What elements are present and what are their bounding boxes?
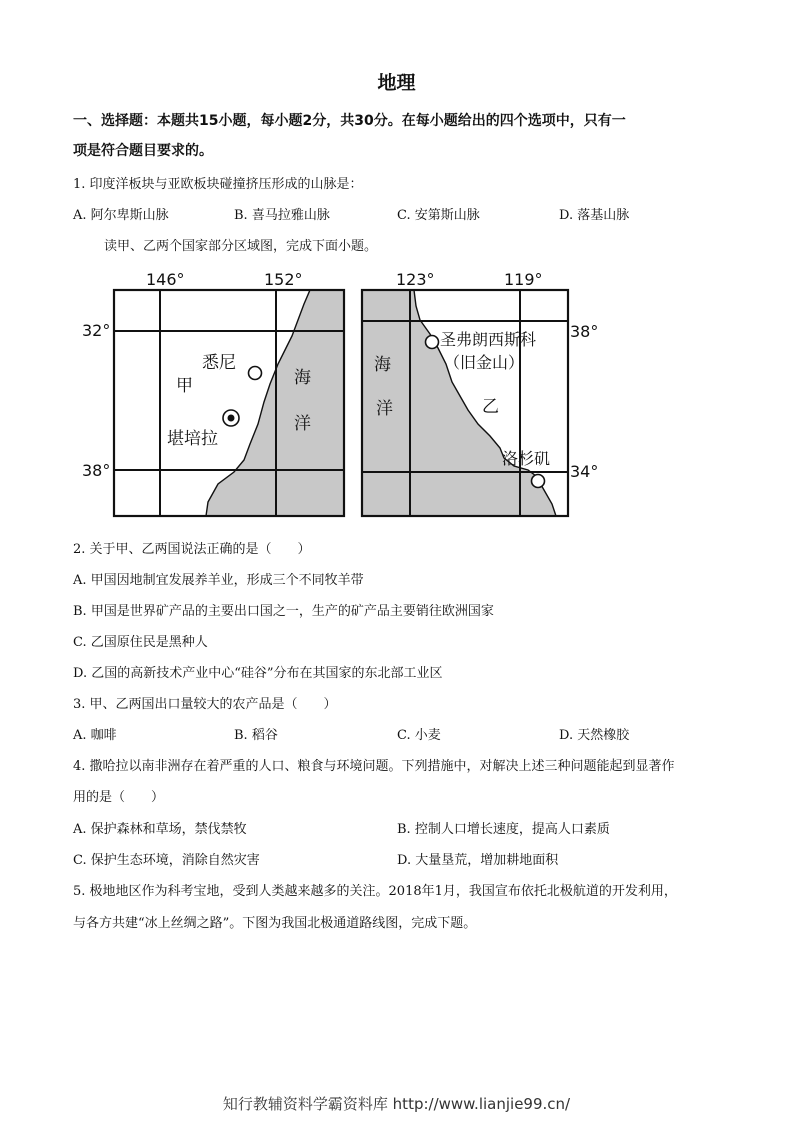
left-ocean-label-1: 海 — [294, 368, 311, 388]
map-intro: 读甲、乙两个国家部分区域图，完成下面小题。 — [104, 239, 378, 254]
right-ocean-label-2: 洋 — [376, 399, 393, 419]
capital-dot-icon — [228, 415, 235, 422]
region-maps-figure — [78, 264, 608, 526]
question-2-stem: 2. 关于甲、乙两国说法正确的是（ ） — [73, 542, 311, 557]
q4-option-c: C. 保护生态环境，消除自然灾害 — [73, 853, 260, 868]
q4-option-d: D. 大量垦荒，增加耕地面积 — [397, 853, 559, 868]
q2-option-c: C. 乙国原住民是黑种人 — [73, 635, 208, 650]
q1-option-b: B. 喜马拉雅山脉 — [234, 208, 330, 223]
q3-option-b: B. 稻谷 — [234, 728, 278, 743]
question-4-stem-line1: 4. 撒哈拉以南非洲存在着严重的人口、粮食与环境问题。下列措施中，对解决上述三种问题能起到显著作 — [73, 759, 675, 774]
left-ocean-label-2: 洋 — [294, 414, 311, 434]
san-francisco-label: 圣弗朗西斯科 — [440, 330, 537, 349]
los-angeles-marker — [532, 475, 545, 488]
footer-watermark: 知行教辅资料学霸资料库 http://www.lianjie99.cn/ — [222, 1095, 571, 1113]
san-francisco-marker — [426, 336, 439, 349]
lon-label-152: 152° — [264, 270, 303, 289]
section-heading-line2: 项是符合题目要求的。 — [73, 143, 213, 159]
section-heading-line1: 一、选择题：本题共15小题，每小题2分，共30分。在每小题给出的四个选项中，只有一 — [73, 113, 626, 129]
sydney-marker — [249, 367, 262, 380]
san-francisco-alt-label: （旧金山） — [444, 353, 525, 372]
canberra-label: 堪培拉 — [167, 429, 218, 449]
q3-option-d: D. 天然橡胶 — [559, 728, 630, 743]
question-1-stem: 1. 印度洋板块与亚欧板块碰撞挤压形成的山脉是： — [73, 177, 363, 192]
q4-option-a: A. 保护森林和草场，禁伐禁牧 — [73, 822, 247, 837]
lon-label-146: 146° — [146, 270, 185, 289]
country-jia-label: 甲 — [176, 376, 193, 396]
map-right — [362, 270, 598, 516]
right-ocean-label-1: 海 — [374, 355, 391, 375]
lon-label-123: 123° — [396, 270, 435, 289]
q4-option-b: B. 控制人口增长速度，提高人口素质 — [397, 822, 610, 837]
q2-option-d: D. 乙国的高新技术产业中心“硅谷”分布在其国家的东北部工业区 — [73, 666, 443, 681]
q1-option-c: C. 安第斯山脉 — [397, 208, 480, 223]
q3-option-a: A. 咖啡 — [73, 728, 117, 743]
page-title: 地理 — [377, 72, 416, 94]
question-5-line1: 5. 极地地区作为科考宝地，受到人类越来越多的关注。2018年1月，我国宣布依托北极航道的开发利用， — [73, 884, 677, 899]
sydney-label: 悉尼 — [202, 353, 236, 373]
lat-label-38: 38° — [82, 461, 111, 480]
lat-label-38-right: 38° — [570, 322, 599, 341]
lat-label-34: 34° — [570, 462, 599, 481]
q2-option-b: B. 甲国是世界矿产品的主要出口国之一，生产的矿产品主要销往欧洲国家 — [73, 604, 494, 619]
question-3-stem: 3. 甲、乙两国出口量较大的农产品是（ ） — [73, 697, 337, 712]
country-yi-label: 乙 — [482, 397, 499, 417]
lat-label-32: 32° — [82, 321, 111, 340]
question-5-line2: 与各方共建“冰上丝绸之路”。下图为我国北极通道路线图，完成下题。 — [73, 916, 477, 931]
q1-option-a: A. 阿尔卑斯山脉 — [73, 208, 169, 223]
lon-label-119: 119° — [504, 270, 543, 289]
q1-option-d: D. 落基山脉 — [559, 208, 630, 223]
q3-option-c: C. 小麦 — [397, 728, 441, 743]
question-4-stem-line2: 用的是（ ） — [73, 790, 165, 805]
los-angeles-label: 洛杉矶 — [502, 449, 551, 468]
q2-option-a: A. 甲国因地制宜发展养羊业，形成三个不同牧羊带 — [73, 573, 364, 588]
map-left — [82, 270, 344, 516]
